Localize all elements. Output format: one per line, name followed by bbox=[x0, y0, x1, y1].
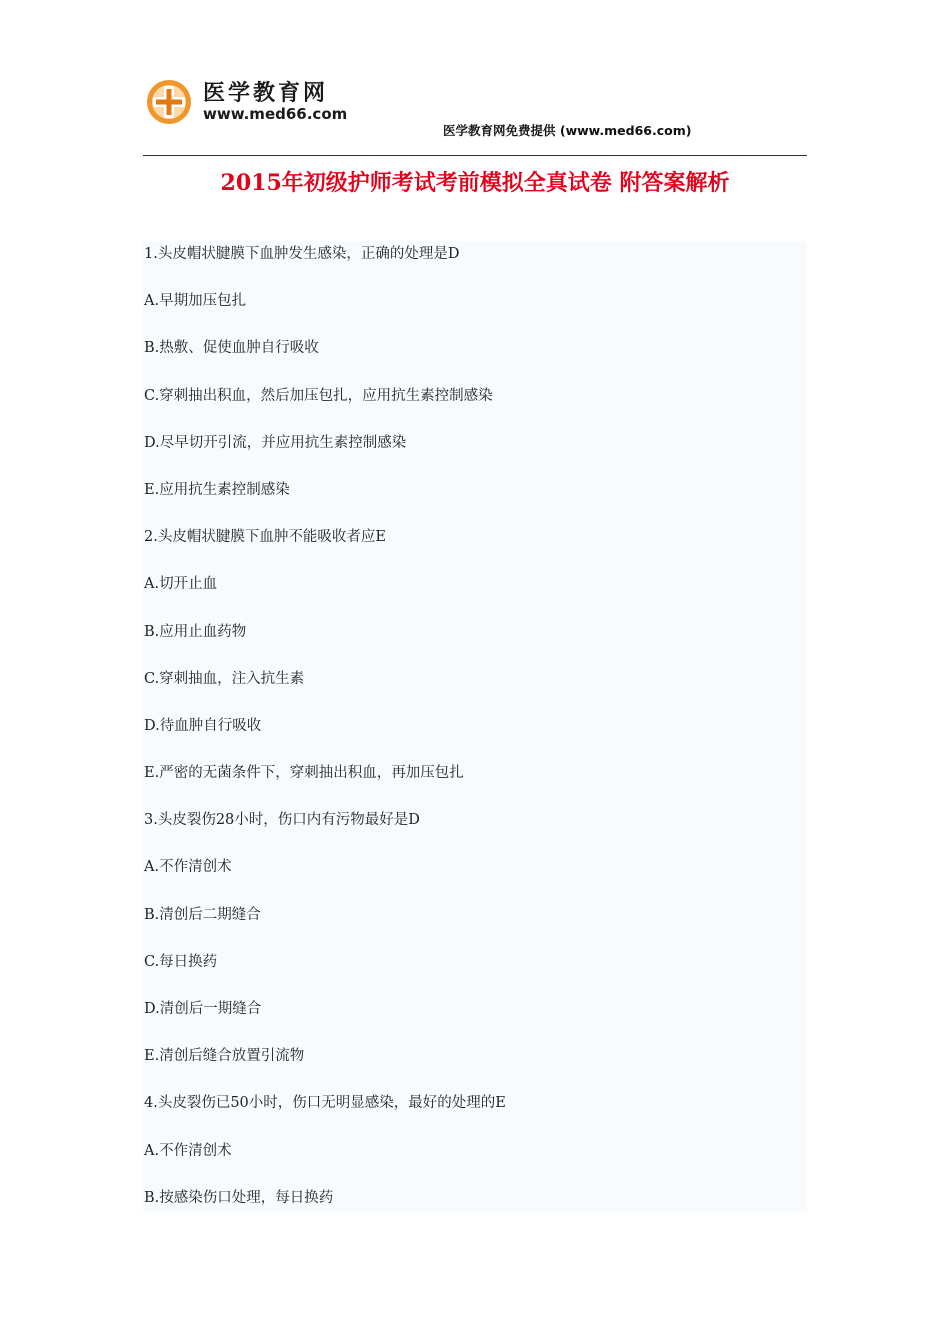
site-logo[interactable] bbox=[145, 76, 365, 128]
option-2e: E.严密的无菌条件下，穿刺抽出积血，再加压包扎 bbox=[144, 765, 464, 782]
option-2b: B.应用止血药物 bbox=[144, 623, 247, 640]
header-divider bbox=[143, 155, 807, 156]
med66-logo-icon bbox=[145, 78, 193, 126]
option-4a: A.不作清创术 bbox=[144, 1142, 232, 1159]
question-1: 1.头皮帽状腱膜下血肿发生感染，正确的处理是D bbox=[144, 246, 460, 262]
option-4b: B.按感染伤口处理，每日换药 bbox=[144, 1189, 334, 1206]
option-2d: D.待血肿自行吸收 bbox=[144, 717, 262, 734]
option-2c: C.穿刺抽血，注入抗生素 bbox=[144, 670, 305, 687]
option-3d: D.清创后一期缝合 bbox=[144, 1001, 262, 1017]
logo-url: www.med66.com bbox=[203, 105, 348, 123]
question-list bbox=[143, 241, 807, 1212]
option-3c: C.每日换药 bbox=[144, 953, 218, 970]
option-2a: A.切开止血 bbox=[144, 576, 218, 593]
provider-note: 医学教育网免费提供 (www.med66.com) bbox=[443, 123, 692, 138]
document-title: 2015年初级护师考试考前模拟全真试卷 附答案解析 bbox=[220, 170, 730, 196]
option-1d: D.尽早切开引流，并应用抗生素控制感染 bbox=[144, 434, 407, 451]
logo-name: 医学教育网 bbox=[203, 81, 329, 106]
question-4: 4.头皮裂伤已50小时，伤口无明显感染，最好的处理的E bbox=[144, 1095, 506, 1112]
question-2: 2.头皮帽状腱膜下血肿不能吸收者应E bbox=[144, 529, 386, 546]
option-3e: E.清创后缝合放置引流物 bbox=[144, 1048, 305, 1065]
option-1c: C.穿刺抽出积血，然后加压包扎，应用抗生素控制感染 bbox=[144, 387, 493, 404]
question-3: 3.头皮裂伤28小时，伤口内有污物最好是D bbox=[144, 812, 420, 829]
option-1e: E.应用抗生素控制感染 bbox=[144, 481, 290, 498]
option-1b: B.热敷、促使血肿自行吸收 bbox=[144, 340, 319, 357]
option-3b: B.清创后二期缝合 bbox=[144, 906, 261, 923]
option-1a: A.早期加压包扎 bbox=[144, 293, 247, 310]
option-3a: A.不作清创术 bbox=[144, 859, 232, 876]
page-header bbox=[143, 72, 807, 156]
